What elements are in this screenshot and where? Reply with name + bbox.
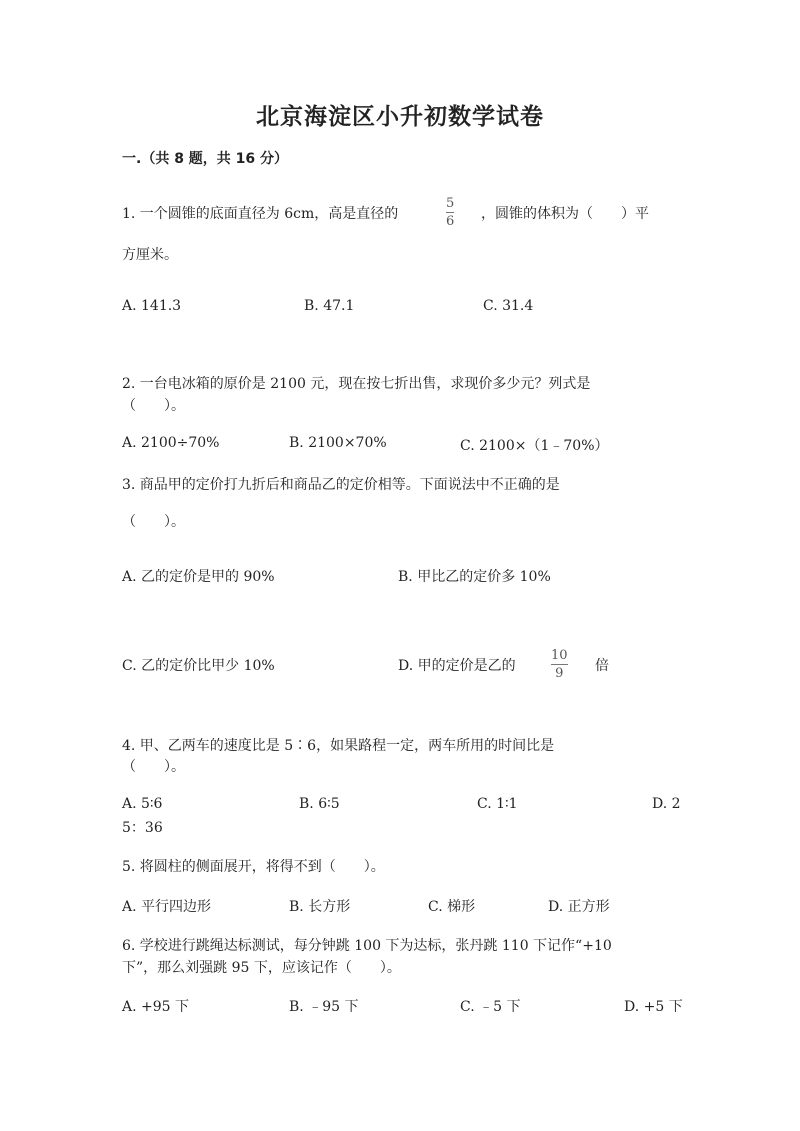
- q2-option-b: B. 2100×70%: [289, 435, 387, 451]
- q1-stem-part2: ，圆锥的体积为（ ）平: [481, 206, 649, 222]
- q4-option-d: D. 2: [652, 796, 681, 812]
- q2-stem-line2: （ ）。: [122, 398, 185, 414]
- q6-option-b: B. ﹣95 下: [289, 999, 359, 1015]
- q3-option-d-text: D. 甲的定价是乙的: [398, 658, 516, 674]
- q5-option-c: C. 梯形: [428, 899, 476, 915]
- q4-option-a: A. 5∶6: [122, 796, 163, 812]
- q5-option-b: B. 长方形: [289, 899, 351, 915]
- q6-option-c: C. ﹣5 下: [460, 999, 521, 1015]
- q1-stem-part3: 方厘米。: [122, 247, 178, 263]
- fraction-bar: [446, 212, 454, 213]
- q4-option-c: C. 1∶1: [477, 796, 518, 812]
- q3-fraction-denominator: 9: [555, 666, 564, 681]
- q3-option-d-fraction: [551, 648, 568, 681]
- q5-stem: 5. 将圆柱的侧面展开，将得不到（ ）。: [122, 859, 385, 875]
- q1-fraction: [446, 196, 454, 229]
- q2-stem-line1: 2. 一台电冰箱的原价是 2100 元，现在按七折出售，求现价多少元？列式是: [122, 376, 591, 392]
- q1-stem-part1: 1. 一个圆锥的底面直径为 6cm，高是直径的: [122, 206, 399, 222]
- q4-stem-line1: 4. 甲、乙两车的速度比是 5∶6，如果路程一定，两车所用的时间比是: [122, 738, 555, 754]
- q4-option-b: B. 6∶5: [299, 796, 340, 812]
- q3-stem-line2: （ ）。: [122, 514, 185, 530]
- q3-option-b: B. 甲比乙的定价多 10%: [398, 569, 551, 585]
- q3-option-d-suffix: 倍: [595, 658, 609, 674]
- q6-stem-line1: 6. 学校进行跳绳达标测试，每分钟跳 100 下为达标，张丹跳 110 下记作“+10: [122, 938, 612, 954]
- q2-option-a: A. 2100÷70%: [122, 435, 220, 451]
- q3-option-a: A. 乙的定价是甲的 90%: [122, 569, 275, 585]
- q6-option-d: D. +5 下: [624, 999, 683, 1015]
- q4-stem-line2: （ ）。: [122, 759, 185, 775]
- fraction-bar: [551, 664, 568, 665]
- q5-option-a: A. 平行四边形: [122, 899, 212, 915]
- q3-fraction-numerator: 10: [551, 648, 568, 663]
- page-title: 北京海淀区小升初数学试卷: [256, 104, 544, 130]
- q1-option-a: A. 141.3: [122, 298, 182, 314]
- q3-stem-line1: 3. 商品甲的定价打九折后和商品乙的定价相等。下面说法中不正确的是: [122, 477, 560, 493]
- q6-stem-line2: 下”，那么刘强跳 95 下，应该记作（ ）。: [122, 960, 401, 976]
- q2-option-c: C. 2100×（1﹣70%）: [460, 438, 609, 454]
- q6-option-a: A. +95 下: [122, 999, 190, 1015]
- q1-option-b: B. 47.1: [304, 298, 355, 314]
- q1-fraction-numerator: 5: [446, 196, 455, 211]
- q5-option-d: D. 正方形: [548, 899, 610, 915]
- q4-option-d-wrap: 5：36: [122, 820, 163, 836]
- q3-option-c: C. 乙的定价比甲少 10%: [122, 658, 275, 674]
- section-heading: 一.（共 8 题，共 16 分）: [122, 151, 289, 167]
- q1-fraction-denominator: 6: [446, 214, 455, 229]
- q1-option-c: C. 31.4: [483, 298, 534, 314]
